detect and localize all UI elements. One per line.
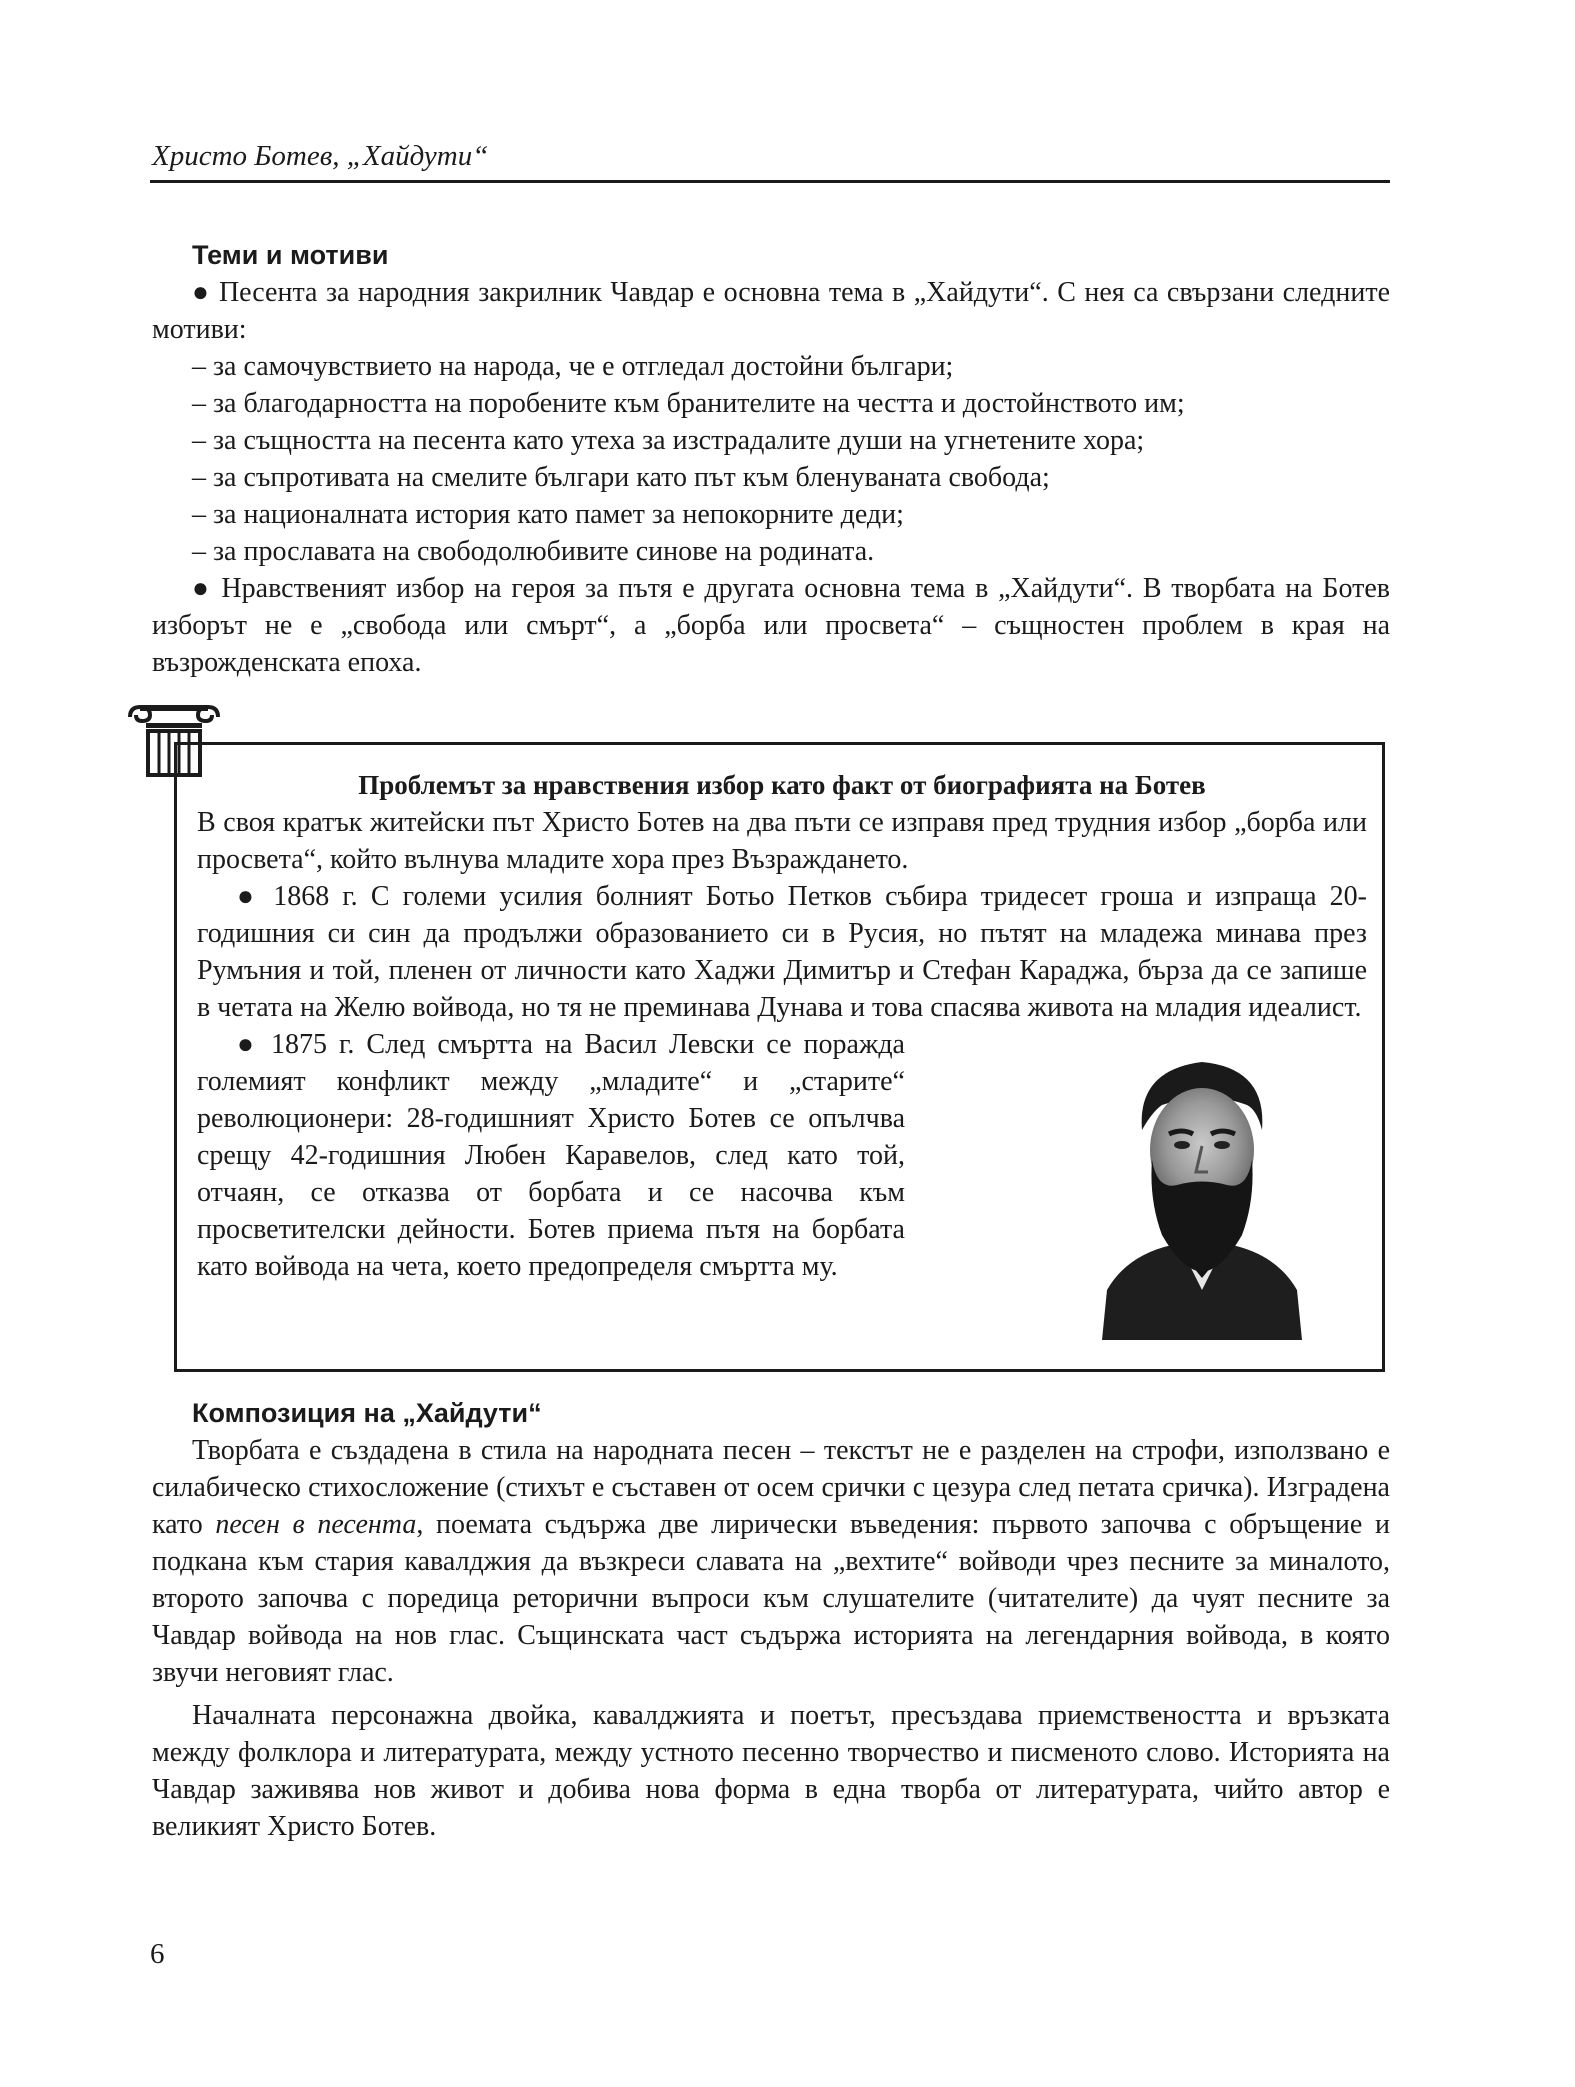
composition-text: , поемата съдържа две лирически въведения: първото започва с обръщение и подкана към стария кавалджия да възкреси славата на „вехтите“ войводи чрез песните за миналото, второто започва с поредица реторични въпроси към слушателите (читателите) да чуят песните за Чавдар войвода на нов глас. Същинската част съдържа историята на легендарния войвода, в която звучи неговият глас.: [152, 1509, 1391, 1688]
motif-item: – за благодарността на поробените към бранителите на честта и достойнството им;: [192, 388, 1185, 419]
themes-heading: Теми и мотиви: [192, 240, 389, 270]
box-intro: В своя кратък житейски път Христо Ботев на два пъти се изправя пред трудния избор „борба или просвета“, който вълнува младите хора през Възраждането.: [197, 807, 1367, 875]
themes-intro: ● Песента за народния закрилник Чавдар е основна тема в „Хайдути“. С нея са свързани следните мотиви:: [152, 277, 1390, 345]
composition-paragraph-1: [152, 1432, 1390, 1691]
header-rule: [150, 180, 1390, 183]
composition-text: Творбата е създадена в стила на народната песен – текстът не е разделен на строфи, използвано е силабическо стихосложение (стихът е съставен от осем срички с цезура след петата сричка). Изградена като: [152, 1435, 1390, 1540]
motif-item: – за същността на песента като утеха за изстрадалите души на угнетените хора;: [192, 425, 1145, 456]
box-item-1875: ● 1875 г. След смъртта на Васил Левски се поражда големият конфликт между „младите“ и „старите“ революционери: 28-годишният Христо Ботев се опълчва срещу 42-годишния Любен Каравелов, след като той, отчаян, се отказва от борбата и се насочва към просветителски дейности. Ботев приема пътя на борбата като войвода на чета, което предопределя смъртта му.: [197, 1029, 905, 1282]
portrait-image: [1097, 1050, 1307, 1340]
composition-section: [152, 1395, 1390, 1845]
composition-paragraph-2: Началната персонажна двойка, кавалджията и поетът, пресъздава приемствеността и връзката между фолклора и литературата, между устното песенно творчество и писменото слово. Историята на Чавдар заживява нов живот и добива нова форма в една творба от литературата, чийто автор е великият Христо Ботев.: [152, 1700, 1390, 1842]
motif-list: [152, 348, 1390, 570]
running-title: Христо Ботев, „Хайдути“: [152, 140, 489, 172]
themes-section: [152, 237, 1390, 681]
page-number: 6: [150, 1938, 165, 1970]
motif-item: – за съпротивата на смелите българи като път към бленуваната свобода;: [192, 462, 1050, 493]
motif-item: – за прославата на свободолюбивите синове на родината.: [192, 536, 875, 567]
motif-item: – за националната история като памет за непокорните деди;: [192, 499, 904, 530]
composition-heading: Композиция на „Хайдути“: [192, 1398, 542, 1428]
motif-item: – за самочувствието на народа, че е отгледал достойни българи;: [192, 351, 954, 382]
composition-emphasis: песен в песента: [215, 1509, 417, 1540]
box-title: Проблемът за нравствения избор като факт от биографията на Ботев: [358, 770, 1206, 800]
box-item-1868: ● 1868 г. С големи усилия болният Ботьо Петков събира тридесет гроша и изпраща 20-годишния си син да продължи образованието си в Русия, но пътят на младежа минава през Румъния и той, пленен от личности като Хаджи Димитър и Стефан Караджа, бърза да се запише в четата на Желю войвода, но тя не преминава Дунава и това спасява живота на младия идеалист.: [197, 881, 1367, 1023]
themes-second-paragraph: ● Нравственият избор на героя за пътя е другата основна тема в „Хайдути“. В творбата на Ботев изборът не е „свобода или смърт“, а „борба или просвета“ – същностен проблем в края на възрожденската епоха.: [152, 573, 1390, 678]
biography-box: [174, 742, 1385, 1372]
